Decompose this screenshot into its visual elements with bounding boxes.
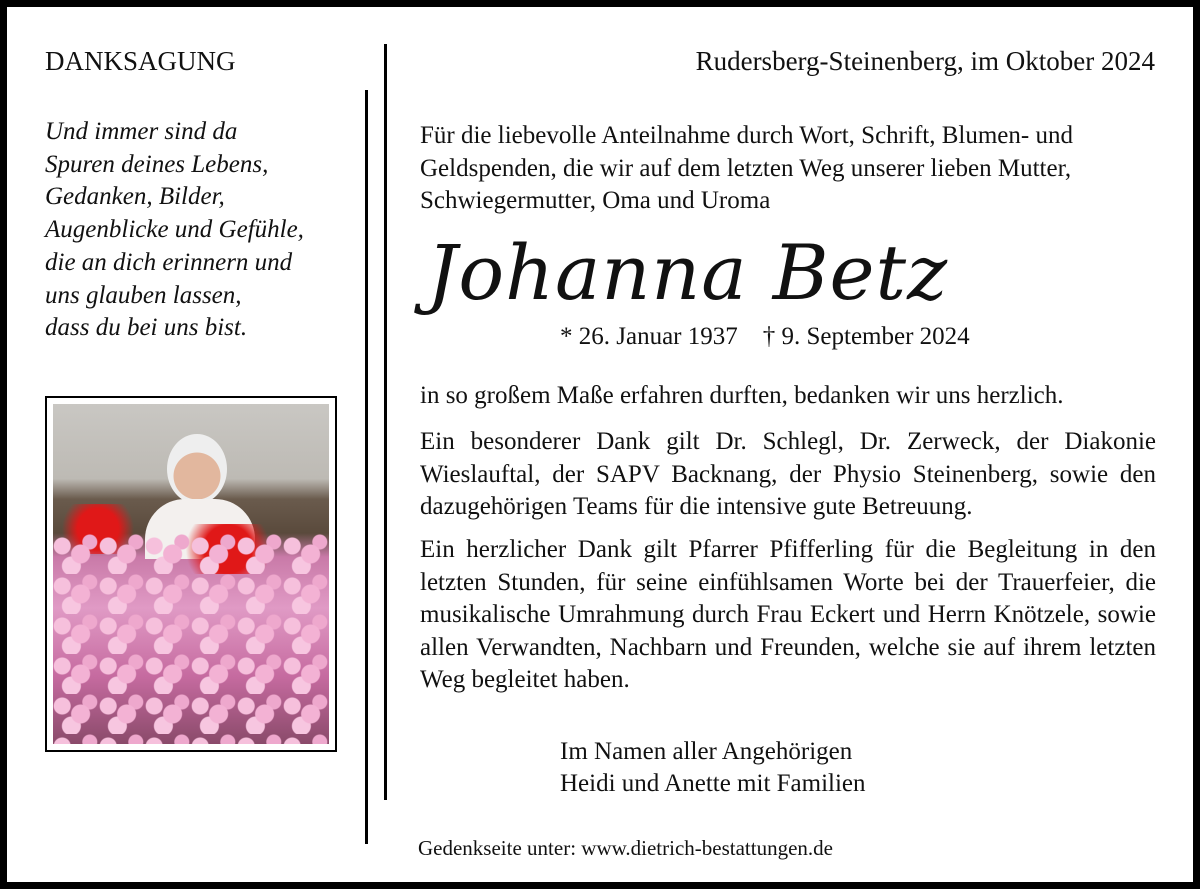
poem-line: Und immer sind da [45, 118, 238, 145]
paragraph: Ein besonderer Dank gilt Dr. Schlegl, Dr. Zerweck, der Diakonie Wieslauftal, der SAPV Backnang, der Physio Steinenberg, sowie den dazugehörigen Teams für die intensive gute Betreuung. [420, 428, 1156, 520]
poem-line: dass du bei uns bist. [45, 314, 248, 342]
poem-line: uns glauben lassen, [45, 281, 242, 309]
signature [560, 736, 866, 800]
poem-line: die an dich erinnern und [45, 248, 293, 276]
poem-line: Gedanken, Bilder, [45, 183, 225, 211]
place-date: Rudersberg-Steinenberg, im Oktober 2024 [695, 46, 1155, 76]
life-dates: * 26. Januar 1937 † 9. September 2024 [560, 323, 970, 350]
memorial-website: Gedenkseite unter: www.dietrich-bestattungen.de [418, 836, 833, 860]
intro-text: Für die liebevolle Anteilnahme durch Wort, Schrift, Blumen- und Geldspenden, die wir auf dem letzten Weg unserer lieben Mutter, Schwiegermutter, Oma und Uroma [420, 122, 1073, 214]
signature-line: Im Namen aller Angehörigen [560, 738, 853, 765]
notice-title: DANKSAGUNG [45, 46, 236, 76]
divider-line [365, 90, 368, 844]
poem-line: Spuren deines Lebens, [45, 150, 269, 178]
paragraph: in so großem Maße erfahren durften, bedanken wir uns herzlich. [420, 382, 1064, 409]
portrait-photo [45, 396, 337, 752]
divider-line [384, 44, 387, 800]
deceased-name: Johanna Betz [426, 228, 949, 317]
paragraph: Ein herzlicher Dank gilt Pfarrer Pfifferling für die Begleitung in den letzten Stunden, für seine einfühlsamen Worte bei der Trauerfeier, die musikalische Umrahmung durch Frau Eckert und Herrn Knötzele, sowie allen Verwandten, Nachbarn und Freunden, welche sie auf ihrem letzten Weg begleitet haben. [420, 536, 1156, 693]
signature-line: Heidi und Anette mit Familien [560, 770, 866, 797]
poem-line: Augenblicke und Gefühle, [45, 216, 304, 244]
